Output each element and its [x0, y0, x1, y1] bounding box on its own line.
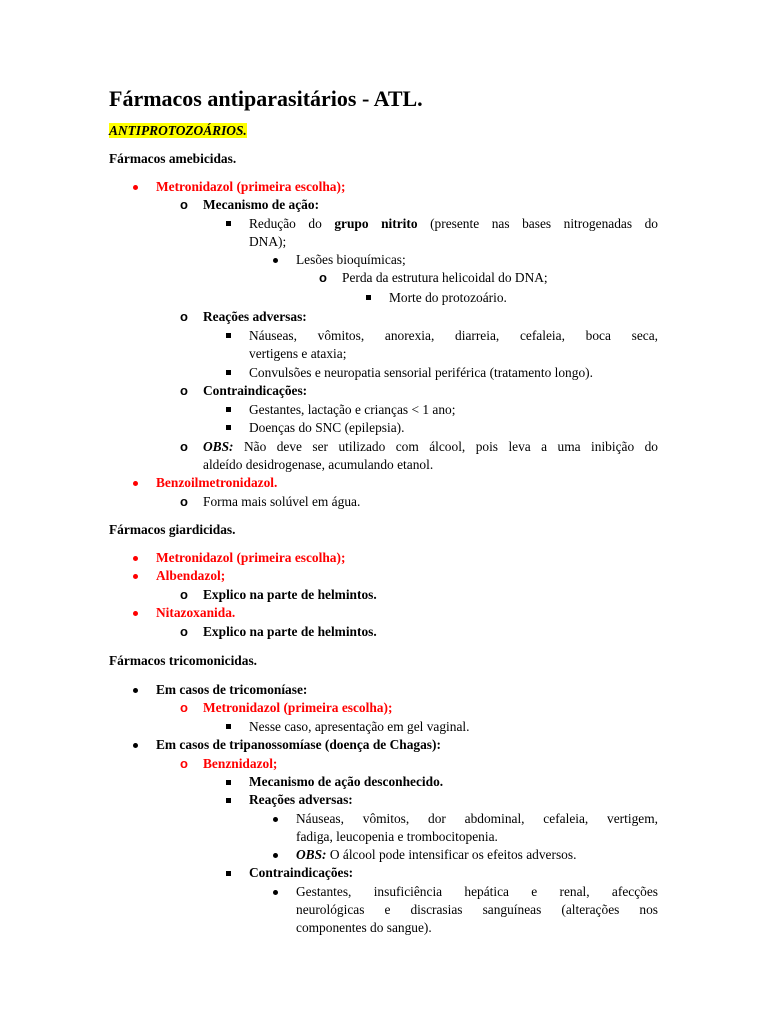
- circle-bullet-icon: o: [180, 197, 188, 212]
- bullet-icon: [273, 853, 278, 858]
- circle-bullet-icon: o: [180, 756, 188, 771]
- reducao-item: Redução do grupo nitrito (presente nas bases nitrogenadas do: [249, 216, 658, 231]
- morte-item: Morte do protozoário.: [389, 290, 507, 305]
- amebicidas-heading: Fármacos amebicidas.: [109, 151, 237, 166]
- tripanossomiase-item: Em casos de tripanossomíase (doença de Chagas):: [156, 737, 441, 752]
- contraindicacoes-label: Contraindicações:: [249, 865, 354, 880]
- tricomoniase-item: Em casos de tricomoníase:: [156, 682, 308, 697]
- convulsoes-item: Convulsões e neuropatia sensorial periférica (tratamento longo).: [249, 365, 593, 380]
- bullet-icon: [133, 185, 138, 190]
- gestantes-item: Gestantes, lactação e crianças < 1 ano;: [249, 402, 456, 417]
- reducao-item-cont: DNA);: [249, 234, 287, 249]
- drug-metronidazol: Metronidazol (primeira escolha);: [203, 700, 393, 715]
- drug-albendazol: Albendazol;: [156, 568, 226, 583]
- square-bullet-icon: [226, 425, 231, 430]
- square-bullet-icon: [226, 871, 231, 876]
- square-bullet-icon: [226, 333, 231, 338]
- square-bullet-icon: [226, 370, 231, 375]
- bullet-icon: [133, 574, 138, 579]
- section-heading: ANTIPROTOZOÁRIOS.: [109, 123, 247, 138]
- forma-item: Forma mais solúvel em água.: [203, 494, 361, 509]
- doencas-item: Doenças do SNC (epilepsia).: [249, 420, 405, 435]
- bullet-icon: [273, 817, 278, 822]
- square-bullet-icon: [226, 221, 231, 226]
- square-bullet-icon: [226, 798, 231, 803]
- bullet-icon: [133, 688, 138, 693]
- page-title: Fármacos antiparasitários - ATL.: [109, 86, 423, 111]
- circle-bullet-icon: o: [180, 494, 188, 509]
- bullet-icon: [133, 611, 138, 616]
- circle-bullet-icon: o: [180, 309, 188, 324]
- mecanismo-item: Mecanismo de ação desconhecido.: [249, 774, 444, 789]
- bullet-icon: [273, 258, 278, 263]
- drug-metronidazol: Metronidazol (primeira escolha);: [156, 179, 346, 194]
- obs-item: OBS: O álcool pode intensificar os efeitos adversos.: [296, 847, 577, 862]
- square-bullet-icon: [226, 407, 231, 412]
- bullet-icon: [133, 481, 138, 486]
- drug-metronidazol: Metronidazol (primeira escolha);: [156, 550, 346, 565]
- gestantes-item-cont: neurológicas e discrasias sanguíneas (alterações nos: [296, 902, 658, 917]
- circle-bullet-icon: o: [180, 587, 188, 602]
- bullet-icon: [273, 890, 278, 895]
- mecanismo-label: Mecanismo de ação:: [203, 197, 320, 212]
- nauseas-item-cont: fadiga, leucopenia e trombocitopenia.: [296, 829, 498, 844]
- drug-nitazoxanida: Nitazoxanida.: [156, 605, 236, 620]
- gel-item: Nesse caso, apresentação em gel vaginal.: [249, 719, 470, 734]
- nauseas-item: Náuseas, vômitos, dor abdominal, cefaleia, vertigem,: [296, 811, 658, 826]
- giardicidas-heading: Fármacos giardicidas.: [109, 522, 236, 537]
- explico-item: Explico na parte de helmintos.: [203, 587, 377, 602]
- drug-benzoilmetronidazol: Benzoilmetronidazol.: [156, 475, 278, 490]
- bullet-icon: [133, 556, 138, 561]
- perda-item: Perda da estrutura helicoidal do DNA;: [342, 270, 548, 285]
- obs-item: OBS: Não deve ser utilizado com álcool, pois leva a uma inibição do: [203, 439, 658, 454]
- square-bullet-icon: [226, 724, 231, 729]
- circle-bullet-icon: o: [180, 700, 188, 715]
- obs-item-cont: aldeído desidrogenase, acumulando etanol.: [203, 457, 434, 472]
- tricomonicidas-heading: Fármacos tricomonicidas.: [109, 653, 258, 668]
- gestantes-item: Gestantes, insuficiência hepática e renal, afecções: [296, 884, 658, 899]
- reacoes-label: Reações adversas:: [203, 309, 307, 324]
- nauseas-item: Náuseas, vômitos, anorexia, diarreia, cefaleia, boca seca,: [249, 328, 658, 343]
- circle-bullet-icon: o: [180, 383, 188, 398]
- nauseas-item-cont: vertigens e ataxia;: [249, 346, 347, 361]
- explico-item: Explico na parte de helmintos.: [203, 624, 377, 639]
- lesoes-item: Lesões bioquímicas;: [296, 252, 406, 267]
- bullet-icon: [133, 743, 138, 748]
- circle-bullet-icon: o: [319, 270, 327, 285]
- gestantes-item-cont: componentes do sangue).: [296, 920, 432, 935]
- circle-bullet-icon: o: [180, 624, 188, 639]
- square-bullet-icon: [366, 295, 371, 300]
- reacoes-label: Reações adversas:: [249, 792, 353, 807]
- drug-benznidazol: Benznidazol;: [203, 756, 278, 771]
- circle-bullet-icon: o: [180, 439, 188, 454]
- square-bullet-icon: [226, 780, 231, 785]
- contraindicacoes-label: Contraindicações:: [203, 383, 308, 398]
